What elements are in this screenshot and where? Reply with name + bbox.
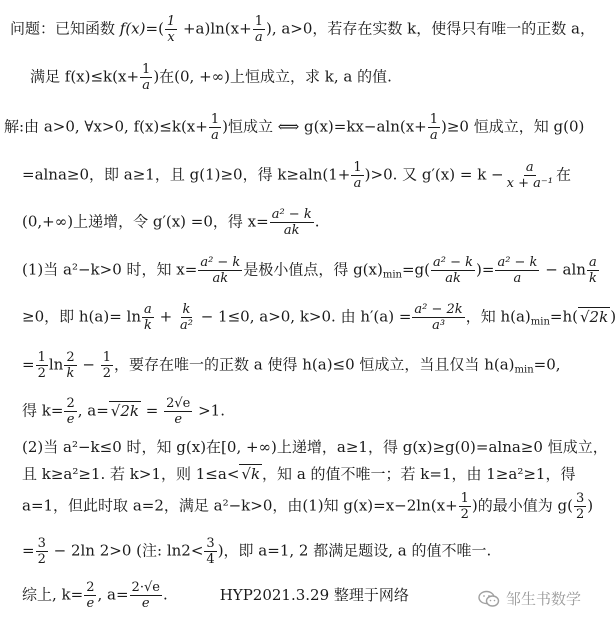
text: ，要存在唯一的正数 a 使得 h(a)≤0 恒成立，当且仅当 h(a) [114, 355, 515, 374]
text: =h( [549, 307, 578, 326]
text: =0, [533, 355, 561, 374]
text: 且 k≥a²≥1. 若 k>1，则 1≤a< [22, 465, 240, 483]
sqrt: √k [241, 465, 261, 483]
fraction [64, 350, 76, 381]
fraction [36, 536, 48, 567]
text: )= [476, 260, 495, 279]
denominator: e [174, 412, 183, 427]
sqrt: √2k [110, 401, 139, 420]
text: = [22, 541, 35, 560]
denominator: a [142, 78, 151, 93]
fraction [165, 14, 177, 45]
numerator: 1 [353, 160, 362, 175]
numerator: 2 [66, 396, 75, 411]
numerator: a² − 2k [414, 302, 463, 317]
text: ，知 a 的值不唯一；若 k=1，由 1≥a²≥1，得 [262, 465, 576, 483]
text: . [314, 212, 320, 231]
text: )，即 a=1, 2 都满足题设, a 的值不唯一. [217, 541, 492, 560]
denominator: x + a⁻¹ [506, 176, 553, 191]
case2-line-3 [22, 491, 593, 522]
text: − 2ln 2>0 (注: ln2< [48, 541, 204, 560]
subscript: min [530, 316, 550, 328]
text: )恒成立 ⟺ g(x)=kx−aln(x+ [222, 117, 427, 136]
text: − aln [540, 260, 586, 279]
fraction [198, 255, 242, 286]
radicand: 2k [120, 401, 139, 420]
denominator: a [353, 176, 362, 191]
fraction [209, 112, 221, 143]
numerator: 2 [86, 580, 95, 595]
fraction [142, 302, 154, 333]
fraction [505, 160, 555, 191]
numerator: 1 [429, 112, 439, 127]
denominator: e [66, 412, 75, 427]
solution-line-1 [4, 112, 584, 143]
text: 综上, k= [22, 585, 84, 604]
fraction [270, 207, 314, 238]
fraction [253, 14, 265, 45]
text: 是极小值点，得 g(x) [243, 260, 383, 279]
solution-line-2 [22, 160, 571, 191]
text: )的最小值为 g( [471, 496, 573, 515]
numerator: a² − k [271, 207, 312, 222]
text: (2)当 a²−k≤0 时，知 g(x)在[0, +∞)上递增，a≥1，得 g(x)≥g(0)=alna≥0 恒成立， [22, 438, 608, 456]
case1-line-1 [22, 255, 600, 286]
fraction [574, 491, 586, 522]
fraction [412, 302, 464, 333]
text: . [162, 585, 168, 604]
text: 问题：已知函数 [10, 19, 120, 38]
fraction [164, 396, 192, 427]
numerator: k [182, 302, 191, 317]
denominator: k [143, 318, 152, 333]
denominator: 2 [102, 366, 111, 381]
question-line-1 [10, 14, 595, 45]
numerator: a² − k [200, 255, 241, 270]
numerator: a [525, 160, 534, 175]
text: =alna≥0，即 a≥1，且 g(1)≥0，得 k≥aln(1+ [22, 165, 351, 184]
denominator: 2 [576, 507, 585, 522]
numerator: 1 [254, 14, 263, 29]
wechat-icon [478, 590, 500, 608]
numerator: 3 [576, 491, 585, 506]
denominator: k [588, 271, 597, 286]
denominator: k [66, 366, 75, 381]
text: − [77, 355, 100, 374]
case1-line-4 [22, 396, 225, 427]
denominator: 2 [37, 366, 46, 381]
text: − 1≤0, a>0, k>0. 由 h′(a) = [195, 307, 412, 326]
numerator: 1 [166, 14, 176, 29]
case2-line-1 [22, 437, 608, 457]
denominator: ak [445, 271, 461, 286]
numerator: 2 [66, 350, 75, 365]
fraction [459, 491, 471, 522]
denominator: e [86, 596, 95, 611]
denominator: a [429, 128, 438, 143]
watermark [478, 588, 581, 609]
text: ), a>0，若存在实数 k，使得只有唯一的正数 a， [265, 19, 595, 38]
denominator: e [141, 596, 150, 611]
text: ) [610, 307, 616, 326]
fraction [36, 350, 48, 381]
fraction [130, 580, 162, 611]
fraction [428, 112, 440, 143]
text: , a= [97, 585, 129, 604]
numerator: 3 [206, 536, 215, 551]
case1-line-3 [22, 350, 561, 381]
numerator: 1 [102, 350, 111, 365]
numerator: 3 [37, 536, 46, 551]
sqrt: √2k [579, 307, 609, 326]
text: (0,+∞)上递增，令 g′(x) =0，得 x= [22, 212, 269, 231]
denominator: 2 [37, 552, 46, 567]
numerator: a² − k [433, 255, 474, 270]
denominator: a [513, 271, 522, 286]
fraction [431, 255, 475, 286]
text: 满足 f(x)≤k(x+ [30, 67, 140, 86]
text: = [140, 401, 164, 420]
text: (1)当 a²−k>0 时，知 x= [22, 260, 198, 279]
text: = [22, 355, 35, 374]
text: )≥0 恒成立，知 g(0) [441, 117, 585, 136]
text: +a)ln(x+ [178, 19, 252, 38]
fraction [64, 396, 76, 427]
credit-text: HYP2021.3.29 整理于网络 [219, 585, 409, 604]
watermark-text: 邹生书数学 [505, 590, 581, 608]
fraction [587, 255, 599, 286]
subscript: min [382, 269, 402, 281]
text: ) [587, 496, 594, 515]
fraction [140, 62, 152, 93]
numerator: 1 [210, 112, 220, 127]
question-line-2 [30, 62, 392, 93]
radicand: 2k [589, 307, 609, 326]
text: ln [48, 355, 64, 374]
text: >1. [193, 401, 225, 420]
text: + [154, 307, 177, 326]
denominator: x [167, 30, 175, 45]
text: )>0. 又 g′(x) = k − [364, 165, 504, 184]
case2-line-4 [22, 536, 491, 567]
numerator: 2√e [166, 396, 191, 411]
denominator: ak [212, 271, 229, 286]
radicand: k [250, 465, 261, 483]
text: =( [145, 19, 164, 38]
text: 在 [555, 165, 571, 184]
numerator: a [144, 302, 152, 317]
fraction [495, 255, 539, 286]
numerator: a [589, 255, 597, 270]
numerator: 1 [460, 491, 469, 506]
text: , a= [77, 401, 109, 420]
denominator: 4 [206, 552, 215, 567]
text: ，知 h(a) [465, 307, 531, 326]
fraction [351, 160, 363, 191]
numerator: 2·√e [131, 580, 160, 595]
case2-line-2 [22, 464, 575, 484]
numerator: 1 [37, 350, 46, 365]
denominator: a [254, 30, 263, 45]
fraction [84, 580, 96, 611]
denominator: ak [283, 223, 300, 238]
text: )在(0, +∞)上恒成立，求 k, a 的值. [153, 67, 392, 86]
text: ≥0，即 h(a)= ln [22, 307, 141, 326]
fraction [178, 302, 195, 333]
numerator: a² − k [497, 255, 538, 270]
text: 得 k= [22, 401, 64, 420]
subscript: min [514, 364, 534, 376]
text: =g( [401, 260, 431, 279]
fraction [101, 350, 113, 381]
denominator: a³ [432, 318, 446, 333]
solution-line-3 [22, 207, 319, 238]
denominator: 2 [460, 507, 469, 522]
denominator: a² [179, 318, 193, 333]
conclusion-line [22, 580, 409, 611]
text: 解:由 a>0, ∀x>0, f(x)≤k(x+ [4, 117, 208, 136]
text: f(x) [119, 19, 146, 38]
denominator: a [211, 128, 219, 143]
case1-line-2 [22, 302, 616, 333]
text: a=1，但此时取 a=2，满足 a²−k>0，由(1)知 g(x)=x−2ln(x+ [22, 496, 458, 515]
fraction [204, 536, 216, 567]
numerator: 1 [142, 62, 151, 77]
